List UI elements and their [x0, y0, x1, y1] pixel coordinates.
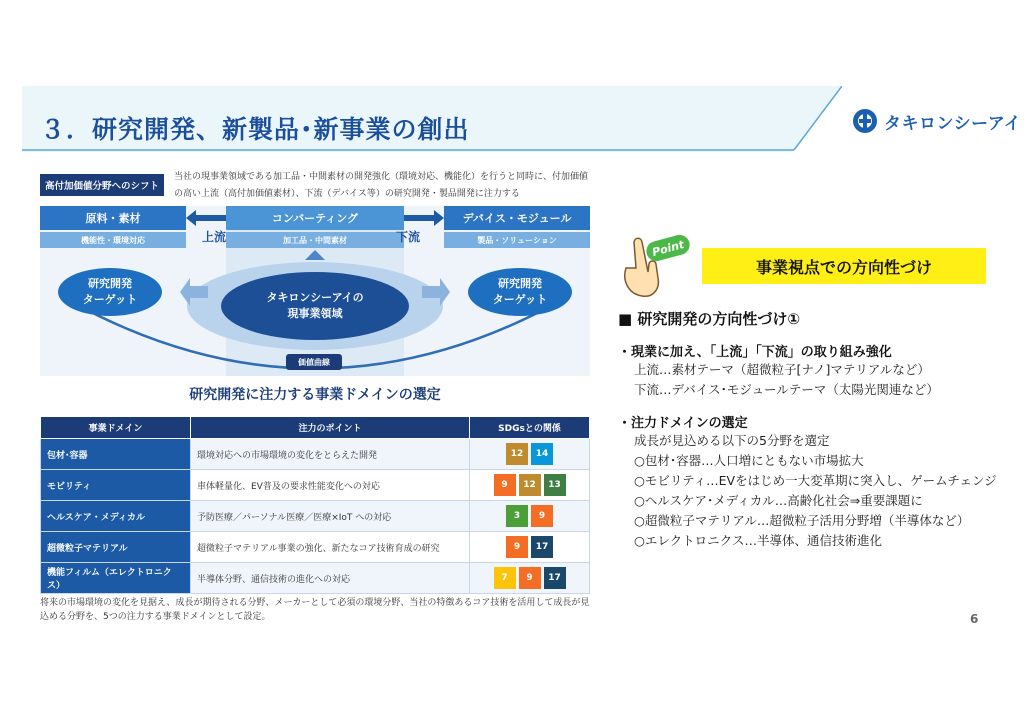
sdg-goal-icon: 17 [544, 567, 566, 589]
company-logo [852, 106, 1021, 136]
sub2-line: ○エレクトロニクス…半導体、通信技術進化 [634, 533, 883, 548]
point-cell: 半導体分野、通信技術の進化への対応 [191, 563, 470, 594]
downstream-label: 下流 [396, 230, 421, 244]
th-domain: 事業ドメイン [41, 417, 191, 439]
header-materials: 原料・素材 [40, 206, 186, 230]
direction-banner: 事業視点での方向性づけ [702, 248, 986, 284]
point-cell: 車体軽量化、EV普及の要求性能変化への対応 [191, 470, 470, 501]
sdg-goal-icon: 9 [506, 536, 528, 558]
value-chain-diagram [40, 206, 590, 376]
domain-cell: 機能フィルム（エレクトロニクス） [41, 563, 191, 594]
sub2-line: ○包材･容器…人口増にともない市場拡大 [634, 453, 864, 468]
sdg-goal-icon: 12 [519, 474, 541, 496]
section-title: ■ 研究開発の方向性づけ① [618, 310, 801, 328]
sdg-goal-icon: 9 [519, 567, 541, 589]
current-business-domain [221, 290, 409, 322]
subheader-devices: 製品・ソリューション [444, 232, 590, 248]
sub2-line: ○モビリティ…EVをはじめ一大変革期に突入し、ゲームチェンジ [634, 473, 997, 488]
domain-selection-title: 研究開発に注力する事業ドメインの選定 [189, 387, 441, 403]
table-row [41, 470, 590, 501]
sdgs-cell [470, 563, 590, 594]
value-curve-label: 価値曲線 [286, 354, 342, 370]
subheader-converting: 加工品・中間素材 [226, 232, 404, 248]
target-left-line1: 研究開発 [88, 277, 132, 290]
point-cell: 超微粒子マテリアル事業の強化、新たなコア技術育成の研究 [191, 532, 470, 563]
sub1-title: ・現業に加え、「上流」「下流」の取り組み強化 [618, 345, 892, 360]
center-line1: タキロンシーアイの [266, 291, 364, 304]
sub1-line: 下流…デバイス･モジュールテーマ（太陽光関連など） [634, 382, 939, 397]
shift-label: 高付加価値分野へのシフト [40, 174, 164, 196]
sub2-line: 成長が見込める以下の5分野を選定 [634, 433, 830, 448]
sdg-goal-icon: 17 [531, 536, 553, 558]
th-point: 注力のポイント [191, 417, 470, 439]
rd-direction-section [618, 308, 1018, 551]
strategy-diagram [40, 166, 590, 628]
sdgs-cell [470, 501, 590, 532]
header-devices: デバイス・モジュール [444, 206, 590, 230]
point-cell: 予防医療／パーソナル医療／医療×IoT への対応 [191, 501, 470, 532]
target-right [468, 276, 572, 308]
sdg-goal-icon: 9 [531, 505, 553, 527]
table-row [41, 563, 590, 594]
company-logo-icon [852, 108, 878, 134]
sdg-goal-icon: 9 [494, 474, 516, 496]
domain-cell: ヘルスケア・メディカル [41, 501, 191, 532]
sub1-line: 上流…素材テーマ（超微粒子[ナノ]マテリアルなど） [634, 362, 930, 377]
sdg-goal-icon: 3 [506, 505, 528, 527]
sdgs-cell [470, 439, 590, 470]
target-left-line2: ターゲット [82, 293, 138, 306]
sdg-goal-icon: 12 [506, 443, 528, 465]
sdg-goal-icon: 7 [494, 567, 516, 589]
sdg-goal-icon: 13 [544, 474, 566, 496]
target-right-line2: ターゲット [492, 293, 548, 306]
shift-description: 当社の現事業領域である加工品・中間素材の開発強化（環境対応、機能化）を行うと同時に、付加価値の高い上流（高付加価値素材）、下流（デバイス等）の研究開発・製品開発に注力する [174, 172, 589, 199]
th-sdgs: SDGsとの関係 [470, 417, 590, 439]
page-number: 6 [970, 612, 979, 626]
table-row [41, 501, 590, 532]
company-logo-text: タキロンシーアイ [884, 113, 1022, 134]
target-right-line1: 研究開発 [498, 277, 542, 290]
header-converting: コンバーティング [226, 206, 404, 230]
domain-cell: 超微粒子マテリアル [41, 532, 191, 563]
domain-table [40, 416, 590, 594]
center-line2: 現事業領域 [287, 307, 343, 320]
domain-cell: 包材･容器 [41, 439, 191, 470]
sdgs-cell [470, 470, 590, 501]
sub2-line: ○超微粒子マテリアル…超微粒子活用分野増（半導体など） [634, 513, 970, 528]
sub2-title: ・注力ドメインの選定 [618, 416, 748, 431]
slide-title: ３．研究開発、新製品･新事業の創出 [40, 115, 470, 144]
domain-cell: モビリティ [41, 470, 191, 501]
sdg-goal-icon: 14 [531, 443, 553, 465]
sub2-line: ○ヘルスケア･メディカル…高齢化社会⇒重要課題に [634, 493, 923, 508]
point-cell: 環境対応への市場環境の変化をとらえた開発 [191, 439, 470, 470]
point-hand-icon [612, 228, 692, 308]
table-row [41, 439, 590, 470]
sdgs-cell [470, 532, 590, 563]
upstream-label: 上流 [202, 230, 227, 244]
subheader-materials: 機能性・環境対応 [40, 232, 186, 248]
table-row [41, 532, 590, 563]
point-badge: Point [650, 238, 686, 259]
bottom-note: 将来の市場環境の変化を見据え、成長が期待される分野、メーカーとして必須の環境分野、当社の特徴あるコア技術を活用して成長が見込める分野を、5つの注力する事業ドメインとして設定。 [40, 598, 590, 622]
target-left [58, 276, 162, 308]
